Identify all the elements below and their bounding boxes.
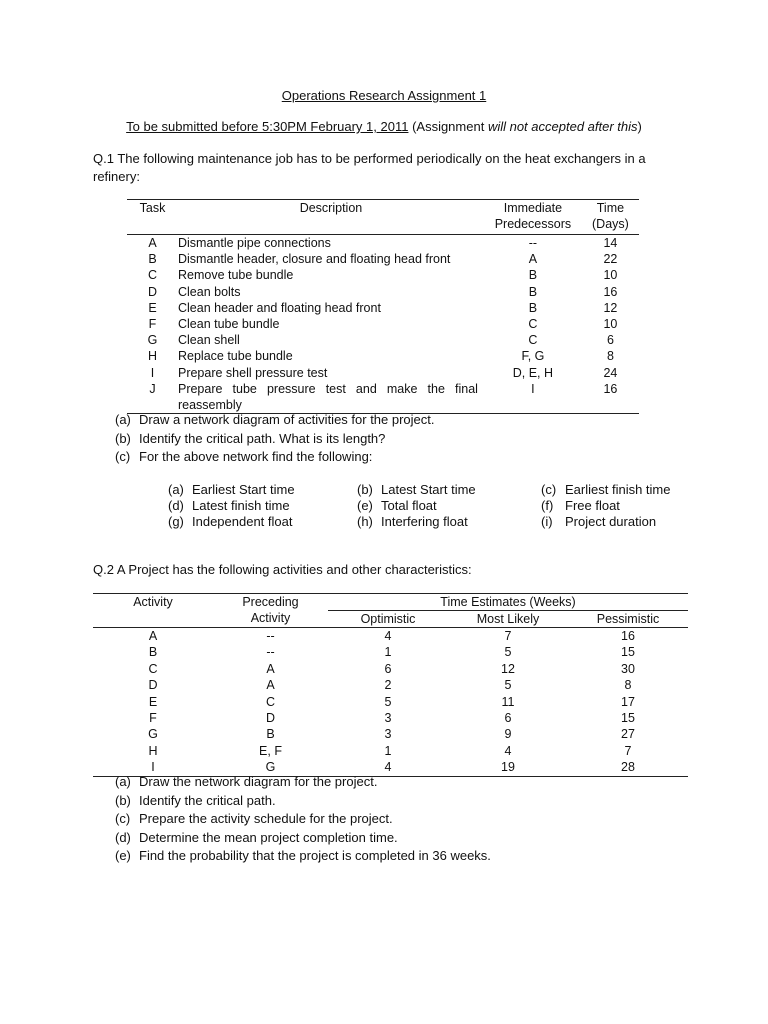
table-row (127, 381, 639, 414)
preceding-cell: A (266, 678, 275, 693)
table-row (127, 235, 639, 252)
item-text: For the above network find the following: (139, 449, 373, 464)
most-likely-cell: 9 (504, 727, 512, 742)
preceding-cell: G (265, 760, 276, 775)
predecessors-cell: B (528, 284, 538, 299)
item-text: Independent float (192, 514, 293, 530)
q2-prompt: Q.2 A Project has the following activities and other characteristics: (93, 562, 472, 577)
col-most-likely-header: Most Likely (476, 612, 540, 626)
time-cell: 6 (606, 333, 614, 348)
description-cell: Replace tube bundle (177, 349, 293, 364)
col-activity-header: Activity (133, 595, 173, 609)
task-cell: F (148, 317, 157, 332)
col-pessimistic-header: Pessimistic (596, 612, 660, 626)
item-label: (e) (115, 848, 131, 864)
description-cell: Clean header and floating head front (177, 300, 381, 315)
q1-task-table (127, 199, 639, 414)
q1-questions (115, 412, 675, 472)
predecessors-cell: C (528, 333, 538, 348)
table-row (127, 348, 639, 364)
task-cell: J (149, 381, 156, 396)
predecessors-cell: A (528, 252, 538, 267)
item-label: (a) (168, 482, 184, 497)
note-emphasis: will not accepted after this (487, 119, 638, 134)
time-cell: 14 (603, 236, 618, 250)
pessimistic-cell: 27 (621, 727, 635, 742)
subitem (541, 482, 670, 497)
item-label: (a) (115, 412, 131, 427)
optimistic-cell: 3 (384, 711, 392, 726)
subitem (541, 498, 620, 513)
most-likely-cell: 6 (504, 711, 512, 726)
time-cell: 12 (603, 300, 618, 315)
q2-activity-table (93, 593, 688, 777)
predecessors-cell: B (528, 300, 538, 315)
most-likely-cell: 5 (504, 645, 512, 660)
table-row (93, 743, 688, 759)
most-likely-cell: 11 (501, 694, 515, 709)
pessimistic-cell: 8 (624, 678, 632, 693)
task-cell: D (147, 284, 157, 299)
item-label: (h) (357, 514, 373, 530)
item-text: Determine the mean project completion time. (139, 829, 398, 845)
subitem (357, 514, 468, 529)
table-row (127, 300, 639, 316)
description-cell: Clean bolts (177, 284, 241, 299)
item-text: Identify the critical path. What is its length? (139, 430, 386, 446)
description-cell: Prepare tube pressure test and make the final reassembly (177, 381, 478, 413)
preceding-cell: -- (266, 629, 275, 643)
optimistic-cell: 4 (384, 629, 392, 643)
most-likely-cell: 19 (501, 760, 515, 775)
item-text: Project duration (565, 514, 657, 530)
predecessors-cell: D, E, H (512, 365, 554, 380)
pessimistic-cell: 28 (621, 760, 635, 775)
optimistic-cell: 1 (384, 743, 392, 758)
description-cell: Dismantle header, closure and floating head front (177, 252, 451, 267)
table-row (127, 251, 639, 267)
col-task-header: Task (139, 201, 166, 215)
table-row (127, 316, 639, 332)
list-item (115, 449, 372, 464)
predecessors-cell: -- (528, 236, 538, 250)
pessimistic-cell: 15 (621, 645, 635, 660)
pessimistic-cell: 16 (621, 629, 635, 643)
time-cell: 8 (606, 349, 614, 364)
optimistic-cell: 1 (384, 645, 392, 660)
item-text: Draw a network diagram of activities for the project. (139, 412, 435, 427)
item-text: Earliest finish time (565, 482, 671, 497)
item-text: Latest finish time (192, 498, 290, 514)
page-title: Operations Research Assignment 1 (281, 88, 487, 103)
time-cell: 22 (603, 252, 618, 267)
q1-table-header (127, 200, 639, 235)
col-optimistic-header: Optimistic (360, 612, 416, 626)
item-label: (b) (115, 430, 131, 446)
most-likely-cell: 12 (501, 661, 515, 676)
item-label: (g) (168, 514, 184, 530)
item-text: Identify the critical path. (139, 792, 276, 808)
q1-prompt: Q.1 The following maintenance job has to be performed periodically on the heat exchangers in a refinery: (93, 151, 646, 184)
preceding-cell: E, F (259, 743, 282, 758)
activity-cell: G (148, 727, 158, 742)
table-row (127, 267, 639, 283)
activity-cell: C (148, 661, 158, 676)
table-row (93, 677, 688, 693)
item-text: Free float (565, 498, 620, 514)
task-cell: A (148, 236, 157, 250)
item-text: Earliest Start time (192, 482, 295, 497)
optimistic-cell: 5 (384, 694, 392, 709)
q2-questions (115, 774, 675, 874)
table-row (93, 644, 688, 660)
item-label: (b) (115, 792, 131, 808)
description-cell: Prepare shell pressure test (177, 365, 328, 380)
most-likely-cell: 7 (504, 629, 512, 643)
list-item (115, 431, 385, 446)
note-close: ) (637, 119, 642, 134)
col-time-header: Time (Days) (592, 201, 629, 231)
preceding-cell: D (265, 711, 276, 726)
preceding-cell: A (266, 661, 275, 676)
item-label: (c) (541, 482, 557, 497)
subitem (541, 514, 656, 529)
preceding-cell: -- (266, 645, 275, 660)
item-text: Interfering float (381, 514, 468, 530)
list-item (115, 830, 398, 845)
description-cell: Dismantle pipe connections (177, 236, 331, 250)
subitem (168, 482, 295, 497)
activity-cell: B (148, 645, 158, 660)
activity-cell: H (148, 743, 158, 758)
preceding-cell: C (265, 694, 276, 709)
submission-note (0, 119, 768, 134)
description-cell: Clean tube bundle (177, 317, 280, 332)
activity-cell: E (148, 694, 158, 709)
predecessors-cell: C (528, 317, 538, 332)
task-cell: C (147, 268, 157, 283)
item-label: (c) (115, 449, 131, 464)
item-text: Total float (381, 498, 437, 514)
col-predecessors-header: Immediate Predecessors (494, 201, 572, 231)
table-row (93, 628, 688, 645)
task-cell: I (150, 365, 155, 380)
table-row (93, 726, 688, 742)
table-row (127, 332, 639, 348)
table-row (127, 284, 639, 300)
optimistic-cell: 3 (384, 727, 392, 742)
pessimistic-cell: 17 (621, 694, 635, 709)
item-text: Find the probability that the project is completed in 36 weeks. (139, 848, 491, 864)
item-text: Draw the network diagram for the project. (139, 774, 378, 789)
activity-cell: A (148, 629, 158, 643)
note-open: (Assignment (408, 119, 488, 134)
pessimistic-cell: 15 (621, 711, 635, 726)
task-cell: E (148, 300, 157, 315)
time-cell: 16 (603, 381, 618, 396)
task-cell: H (147, 349, 157, 364)
task-cell: B (148, 252, 157, 267)
deadline-text: To be submitted before 5:30PM February 1, 2011 (126, 119, 409, 134)
list-item (115, 848, 491, 863)
list-item (115, 793, 276, 808)
item-label: (a) (115, 774, 131, 789)
description-cell: Clean shell (177, 333, 240, 348)
time-cell: 10 (603, 268, 618, 283)
item-label: (c) (115, 811, 131, 827)
subitem (168, 498, 290, 513)
q1-subitems (0, 482, 768, 534)
optimistic-cell: 6 (384, 661, 392, 676)
time-cell: 16 (603, 284, 618, 299)
col-preceding-header: Preceding Activity (242, 595, 299, 625)
col-description-header: Description (299, 201, 363, 215)
most-likely-cell: 4 (504, 743, 512, 758)
item-label: (d) (168, 498, 184, 514)
list-item (115, 412, 435, 427)
optimistic-cell: 2 (384, 678, 392, 693)
time-estimates-header: Time Estimates (Weeks) (328, 594, 688, 611)
subitem (357, 482, 476, 497)
time-cell: 10 (603, 317, 618, 332)
item-label: (d) (115, 829, 131, 845)
item-label: (e) (357, 498, 373, 514)
item-label: (b) (357, 482, 373, 497)
predecessors-cell: I (531, 381, 535, 396)
table-row (93, 661, 688, 677)
pessimistic-cell: 7 (624, 743, 632, 758)
subitem (357, 498, 437, 513)
activity-cell: I (151, 760, 155, 775)
pessimistic-cell: 30 (621, 661, 635, 676)
table-row (93, 710, 688, 726)
item-text: Latest Start time (381, 482, 476, 497)
task-cell: G (147, 333, 158, 348)
description-cell: Remove tube bundle (177, 268, 294, 283)
item-label: (f) (541, 498, 554, 514)
subitem (168, 514, 292, 529)
table-row (127, 365, 639, 381)
list-item (115, 774, 377, 789)
predecessors-cell: B (528, 268, 538, 283)
activity-cell: F (149, 711, 157, 726)
predecessors-cell: F, G (521, 349, 545, 364)
time-cell: 24 (603, 365, 618, 380)
optimistic-cell: 4 (384, 760, 392, 775)
most-likely-cell: 5 (504, 678, 512, 693)
table-row (93, 694, 688, 710)
item-label: (i) (541, 514, 553, 530)
activity-cell: D (148, 678, 158, 693)
preceding-cell: B (266, 727, 275, 742)
list-item (115, 811, 393, 826)
item-text: Prepare the activity schedule for the project. (139, 811, 393, 827)
